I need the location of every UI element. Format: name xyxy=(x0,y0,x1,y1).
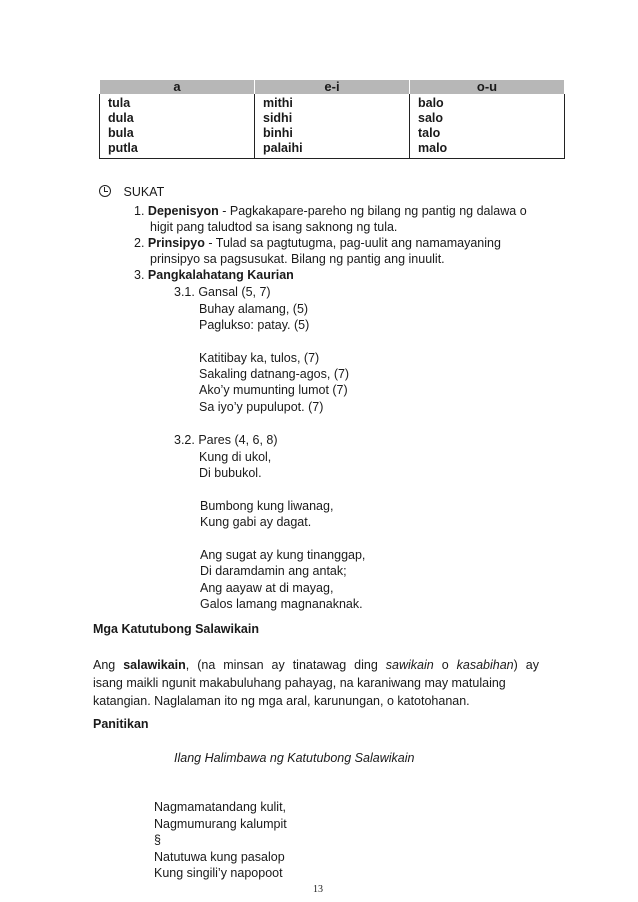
verse-line: Nagmamatandang kulit, xyxy=(154,800,287,814)
table-cell: salo xyxy=(410,111,565,126)
verse-line: Nagmumurang kalumpit xyxy=(154,817,287,831)
table-row xyxy=(100,126,565,141)
table-cell: dula xyxy=(100,111,255,126)
verse-line: Ako’y mumunting lumot (7) xyxy=(199,383,348,397)
verse-line: Galos lamang magnanaknak. xyxy=(200,597,363,611)
verse-line: Sakaling datnang-agos, (7) xyxy=(199,367,350,381)
term: Prinsipyo xyxy=(147,236,205,250)
column-header: e-i xyxy=(255,80,410,94)
verse-line: Di bubukol. xyxy=(199,466,262,480)
table-cell: talo xyxy=(410,126,565,141)
sukat-item-2-cont: prinsipyo sa pagsusukat. Bilang ng pantig ang inuulit. xyxy=(150,252,445,266)
definition-line-2: isang maikli ngunit makabuluhang pahayag, na karaniwang may matulaing xyxy=(93,676,506,690)
sukat-item-3: 3. Pangkalahatang Kaurian xyxy=(134,268,294,282)
verse-line: Kung gabi ay dagat. xyxy=(200,515,312,529)
table-cell: mithi xyxy=(255,94,410,111)
table-cell: sidhi xyxy=(255,111,410,126)
vowel-rhyme-table xyxy=(99,80,565,159)
verse-line: Paglukso: patay. (5) xyxy=(199,318,310,332)
table-row xyxy=(100,141,565,159)
sukat-title: SUKAT xyxy=(123,185,165,199)
section-mark: § xyxy=(154,833,161,847)
verse-line: Kung di ukol, xyxy=(199,450,272,464)
table-cell: tula xyxy=(100,94,255,111)
verse-line: Kung singili’y napopoot xyxy=(154,866,283,880)
verse-line: Sa iyo’y pupulupot. (7) xyxy=(199,400,324,414)
verse-line: Ang aayaw at di mayag, xyxy=(200,581,334,595)
page-number: 13 xyxy=(313,884,323,895)
verse-line: Natutuwa kung pasalop xyxy=(154,850,285,864)
table-header-row xyxy=(100,80,565,94)
verse-line: Ang sugat ay kung tinanggap, xyxy=(200,548,366,562)
verse-line: Bumbong kung liwanag, xyxy=(200,499,334,513)
pares-label: 3.2. Pares (4, 6, 8) xyxy=(174,433,278,447)
term: Depenisyon xyxy=(147,204,219,218)
sukat-item-1: 1. Depenisyon - Pagkakapare-pareho ng bilang ng pantig ng dalawa o xyxy=(134,204,527,218)
definition-line-1: Ang salawikain, (na minsan ay tinatawag ding sawikain o kasabihan) ay xyxy=(93,658,539,672)
panitikan-heading: Panitikan xyxy=(93,717,149,731)
clock-bullet-icon xyxy=(99,185,111,197)
sukat-item-2: 2. Prinsipyo - Tulad sa pagtutugma, pag-uulit ang namamayaning xyxy=(134,236,501,250)
column-header: o-u xyxy=(410,80,565,94)
table-cell: palaihi xyxy=(255,141,410,159)
panitikan-subtitle: Ilang Halimbawa ng Katutubong Salawikain xyxy=(174,751,415,765)
table-cell: malo xyxy=(410,141,565,159)
sukat-item-1-cont: higit pang taludtod sa isang saknong ng tula. xyxy=(150,220,398,234)
table-cell: balo xyxy=(410,94,565,111)
term: Pangkalahatang Kaurian xyxy=(147,268,294,282)
verse-line: Katitibay ka, tulos, (7) xyxy=(199,351,320,365)
verse-line: Buhay alamang, (5) xyxy=(199,302,309,316)
salawikain-heading: Mga Katutubong Salawikain xyxy=(93,622,259,636)
salawikain-definition xyxy=(93,656,539,710)
sukat-heading xyxy=(99,185,164,199)
table-cell: binhi xyxy=(255,126,410,141)
table-row xyxy=(100,111,565,126)
table-row xyxy=(100,94,565,111)
column-header: a xyxy=(100,80,255,94)
table-cell: putla xyxy=(100,141,255,159)
definition-line-3: katangian. Naglalaman ito ng mga aral, karunungan, o katotohanan. xyxy=(93,694,470,708)
table-cell: bula xyxy=(100,126,255,141)
verse-line: Di daramdamin ang antak; xyxy=(200,564,347,578)
gansal-label: 3.1. Gansal (5, 7) xyxy=(174,285,271,299)
